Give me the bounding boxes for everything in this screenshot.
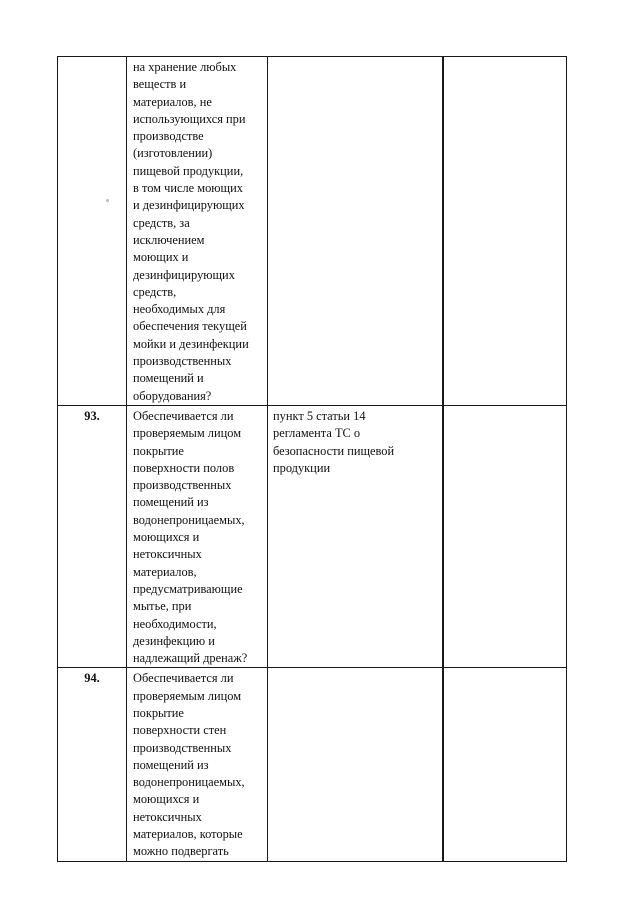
question-line: веществ и xyxy=(133,77,187,92)
question-line: поверхности полов xyxy=(133,460,235,475)
question-line: средств, xyxy=(133,284,177,299)
question-cell xyxy=(127,668,268,861)
question-line: Обеспечивается ли xyxy=(133,671,234,686)
question-line: (изготовлении) xyxy=(133,146,213,161)
notes-cell xyxy=(444,405,567,667)
question-cell xyxy=(127,405,268,667)
notes-cell xyxy=(444,57,567,406)
question-line: обеспечения текущей xyxy=(133,319,247,334)
reference-line: пункт 5 статьи 14 xyxy=(273,408,366,423)
question-line: производственных xyxy=(133,354,232,369)
question-line: покрытие xyxy=(133,705,184,720)
question-line: моющих и xyxy=(133,250,189,265)
reference-cell xyxy=(268,57,443,406)
row-number-cell: 93. xyxy=(58,405,127,667)
question-line: использующихся при xyxy=(133,111,246,126)
question-line: в том числе моющих xyxy=(133,181,243,196)
question-line: необходимости, xyxy=(133,616,217,631)
row-number-cell: 94. xyxy=(58,668,127,861)
question-line: нетоксичных xyxy=(133,547,202,562)
table-row xyxy=(58,668,567,861)
question-line: средств, за xyxy=(133,215,190,230)
question-line: Обеспечивается ли xyxy=(133,408,234,423)
notes-cell xyxy=(444,668,567,861)
question-line: водонепроницаемых, xyxy=(133,512,245,527)
reference-line: безопасности пищевой xyxy=(273,443,395,458)
question-line: материалов, xyxy=(133,564,197,579)
question-line: на хранение любых xyxy=(133,60,237,74)
question-line: покрытие xyxy=(133,443,184,458)
question-line: мытье, при xyxy=(133,599,192,614)
question-line: производстве xyxy=(133,129,204,144)
question-line: проверяемым лицом xyxy=(133,688,242,703)
reference-cell xyxy=(268,668,443,861)
question-line: мойки и дезинфекции xyxy=(133,336,249,351)
reference-cell xyxy=(268,405,443,667)
question-line: можно подвергать xyxy=(133,844,229,859)
question-line: пищевой продукции, xyxy=(133,163,244,178)
reference-line: регламента ТС о xyxy=(273,426,361,441)
question-line: проверяемым лицом xyxy=(133,426,242,441)
table-row xyxy=(58,405,567,667)
question-line: дезинфекцию и xyxy=(133,633,215,648)
question-line: помещений из xyxy=(133,495,209,510)
question-line: помещений из xyxy=(133,757,209,772)
question-line: поверхности стен xyxy=(133,723,227,738)
question-line: моющихся и xyxy=(133,792,200,807)
question-line: оборудования? xyxy=(133,388,212,403)
requirements-table xyxy=(57,56,567,862)
question-line: моющихся и xyxy=(133,530,200,545)
question-line: производственных xyxy=(133,478,232,493)
row-number-cell xyxy=(58,57,127,406)
question-line: необходимых для xyxy=(133,302,226,317)
question-line: материалов, не xyxy=(133,94,212,109)
question-line: предусматривающие xyxy=(133,581,243,596)
question-line: помещений и xyxy=(133,371,204,386)
question-line: нетоксичных xyxy=(133,809,202,824)
question-line: исключением xyxy=(133,232,205,247)
question-line: производственных xyxy=(133,740,232,755)
question-line: и дезинфицирующих xyxy=(133,198,245,213)
question-line: водонепроницаемых, xyxy=(133,775,245,790)
question-line: надлежащий дренаж? xyxy=(133,651,248,666)
question-line: материалов, которые xyxy=(133,827,243,842)
reference-line: продукции xyxy=(273,460,331,475)
question-cell xyxy=(127,57,268,406)
table-row xyxy=(58,57,567,406)
question-line: дезинфицирующих xyxy=(133,267,235,282)
